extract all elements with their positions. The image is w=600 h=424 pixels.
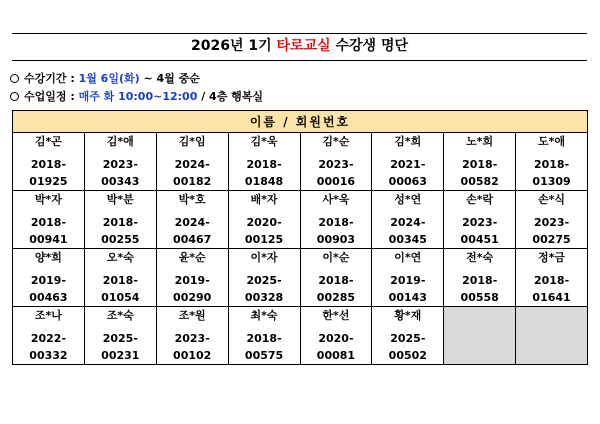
member-number: 2018-00582 — [460, 158, 499, 188]
student-cell — [228, 307, 300, 365]
member-number: 2023-00102 — [173, 332, 212, 362]
table-row — [13, 249, 588, 307]
student-cell — [84, 307, 156, 365]
title-highlight: 타로교실 — [276, 38, 331, 54]
student-cell — [84, 191, 156, 249]
student-name: 조*원 — [178, 309, 206, 322]
student-name: 김*임 — [178, 135, 206, 148]
member-number: 2018-00558 — [460, 274, 499, 304]
member-number: 2023-00275 — [532, 216, 571, 246]
student-name: 김*순 — [322, 135, 350, 148]
student-cell — [156, 249, 228, 307]
student-cell — [300, 249, 372, 307]
table-row — [13, 307, 588, 365]
student-cell — [228, 249, 300, 307]
member-number: 2025-00328 — [244, 274, 284, 304]
student-cell — [444, 133, 516, 191]
student-name: 이*순 — [322, 251, 350, 264]
student-name: 손*락 — [466, 193, 494, 206]
member-number: 2018-00285 — [316, 274, 356, 304]
course-schedule — [10, 90, 263, 104]
member-number: 2018-01848 — [244, 158, 284, 188]
member-number: 2023-00451 — [460, 216, 499, 246]
student-cell — [300, 191, 372, 249]
student-name: 전*숙 — [466, 251, 494, 264]
student-name: 황*재 — [394, 309, 422, 322]
student-cell — [444, 249, 516, 307]
student-cell — [372, 249, 444, 307]
student-cell — [444, 191, 516, 249]
student-cell — [156, 191, 228, 249]
empty-cell — [516, 307, 588, 365]
student-cell — [156, 133, 228, 191]
member-number: 2018-01309 — [532, 158, 571, 188]
student-name: 김*희 — [394, 135, 422, 148]
member-number: 2018-00941 — [29, 216, 68, 246]
course-schedule-rest: / 4층 행복실 — [197, 90, 264, 103]
course-schedule-label: 수업일정 : — [24, 90, 79, 103]
member-number: 2024-00182 — [173, 158, 212, 188]
circle-bullet-icon — [10, 74, 19, 83]
student-name: 김*곤 — [34, 135, 62, 148]
member-number: 2019-00463 — [29, 274, 68, 304]
member-number: 2024-00467 — [173, 216, 212, 246]
member-number: 2019-00290 — [173, 274, 212, 304]
student-name: 한*선 — [322, 309, 350, 322]
student-cell — [228, 133, 300, 191]
student-name: 도*애 — [538, 135, 566, 148]
student-cell — [372, 133, 444, 191]
student-cell — [516, 191, 588, 249]
member-number: 2023-00016 — [316, 158, 356, 188]
student-cell — [13, 191, 85, 249]
title-prefix: 2026년 1기 — [191, 38, 277, 54]
student-name: 조*나 — [34, 309, 62, 322]
student-cell — [516, 249, 588, 307]
course-period-label: 수강기간 : — [24, 72, 79, 85]
table-header-row — [13, 111, 588, 133]
course-period — [10, 72, 200, 86]
page-title — [12, 33, 587, 61]
student-table — [12, 110, 588, 365]
member-number: 2018-01641 — [532, 274, 571, 304]
table-header: 이름 / 회원번호 — [13, 111, 588, 133]
student-name: 정*금 — [538, 251, 566, 264]
student-name: 박*분 — [106, 193, 134, 206]
student-cell — [228, 191, 300, 249]
student-name: 윤*순 — [178, 251, 206, 264]
student-cell — [156, 307, 228, 365]
member-number: 2025-00502 — [388, 332, 427, 362]
table-row — [13, 191, 588, 249]
member-number: 2018-01925 — [29, 158, 68, 188]
student-cell — [372, 307, 444, 365]
course-period-rest: ~ 4월 중순 — [139, 72, 200, 85]
member-number: 2018-01054 — [101, 274, 140, 304]
student-name: 최*숙 — [250, 309, 278, 322]
student-name: 양*희 — [34, 251, 62, 264]
member-number: 2018-00255 — [101, 216, 140, 246]
member-number: 2020-00125 — [244, 216, 284, 246]
course-schedule-value: 매주 화 10:00~12:00 — [78, 90, 198, 103]
member-number: 2019-00143 — [388, 274, 427, 304]
student-cell — [372, 191, 444, 249]
student-cell — [84, 133, 156, 191]
student-cell — [516, 133, 588, 191]
student-name: 노*희 — [466, 135, 494, 148]
student-cell — [84, 249, 156, 307]
student-name: 사*욱 — [322, 193, 350, 206]
course-period-value: 1월 6일(화) — [78, 72, 140, 85]
student-name: 김*애 — [106, 135, 134, 148]
student-cell — [300, 133, 372, 191]
table-row — [13, 133, 588, 191]
member-number: 2021-00063 — [388, 158, 427, 188]
member-number: 2022-00332 — [29, 332, 68, 362]
student-name: 이*연 — [394, 251, 422, 264]
member-number: 2023-00343 — [101, 158, 140, 188]
student-cell — [300, 307, 372, 365]
student-name: 박*자 — [34, 193, 62, 206]
student-name: 오*숙 — [106, 251, 134, 264]
student-cell — [13, 249, 85, 307]
member-number: 2018-00903 — [316, 216, 356, 246]
student-name: 성*연 — [394, 193, 422, 206]
empty-cell — [444, 307, 516, 365]
table-body — [13, 133, 588, 365]
student-name: 김*욱 — [250, 135, 278, 148]
member-number: 2025-00231 — [101, 332, 140, 362]
student-name: 손*식 — [538, 193, 566, 206]
member-number: 2024-00345 — [388, 216, 427, 246]
student-name: 조*숙 — [106, 309, 134, 322]
title-suffix: 수강생 명단 — [330, 38, 408, 54]
member-number: 2020-00081 — [316, 332, 356, 362]
circle-bullet-icon — [10, 92, 19, 101]
student-cell — [13, 307, 85, 365]
student-name: 박*호 — [178, 193, 206, 206]
member-number: 2018-00575 — [244, 332, 284, 362]
student-name: 이*자 — [250, 251, 278, 264]
student-cell — [13, 133, 85, 191]
student-name: 배*자 — [250, 193, 278, 206]
